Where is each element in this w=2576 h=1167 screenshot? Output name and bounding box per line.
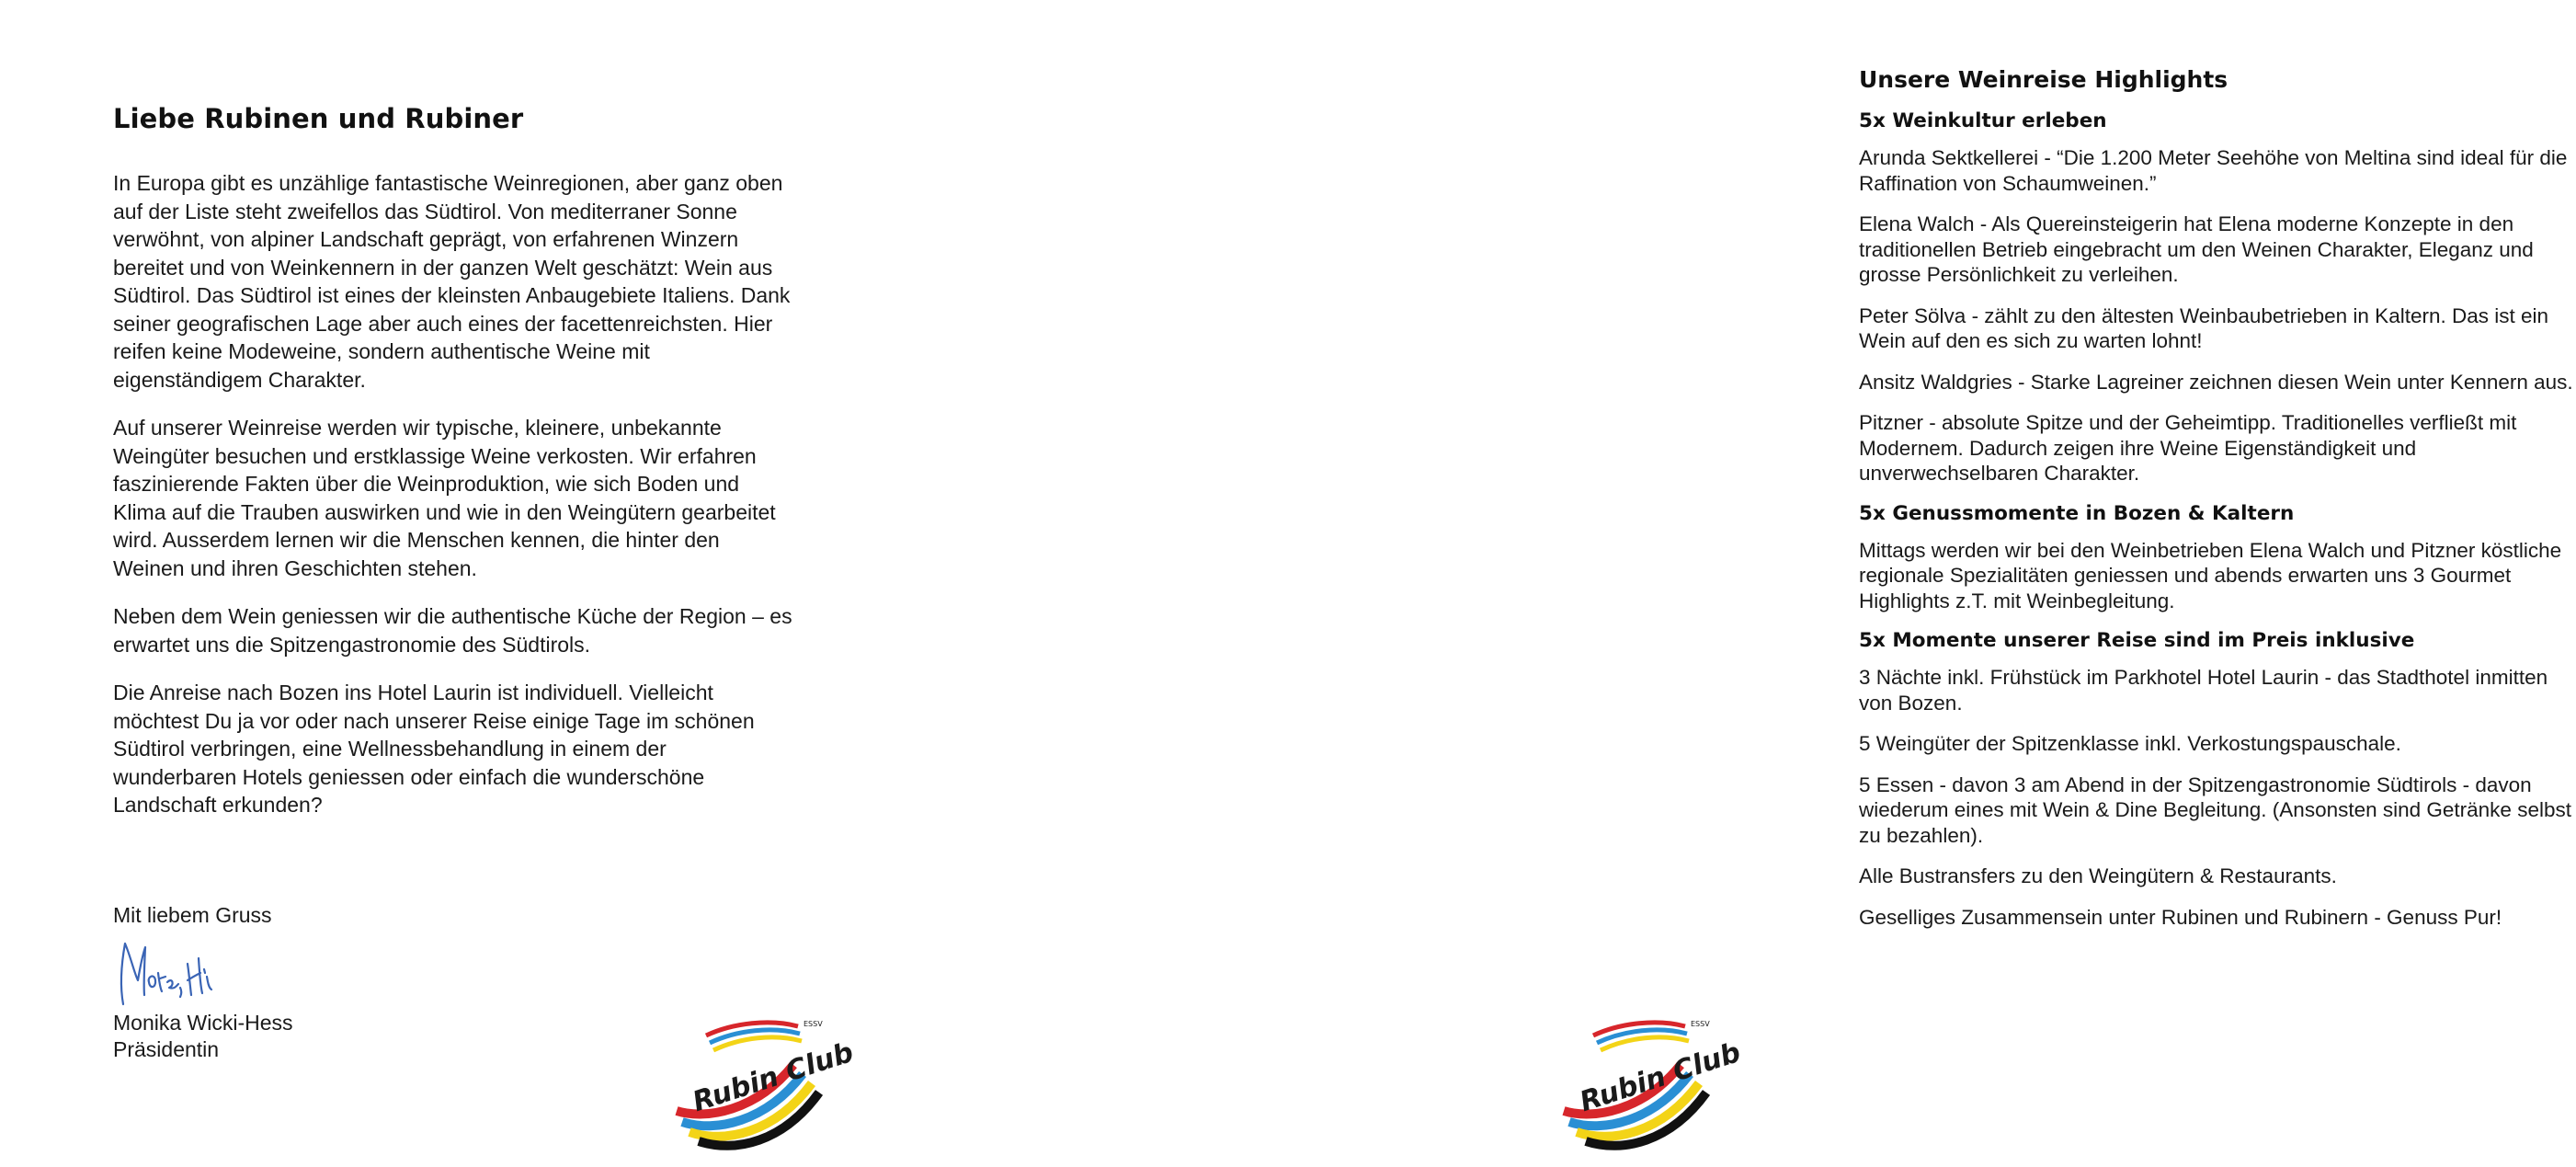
signature-name: Monika Wicki-Hess (113, 1011, 293, 1035)
section-heading: 5x Weinkultur erleben (1859, 109, 2107, 132)
highlight-item: 5 Weingüter der Spitzenklasse inkl. Verkostungspauschale. (1859, 732, 2401, 755)
section-heading: 5x Genussmomente in Bozen & Kaltern (1859, 501, 2295, 525)
signature-role: Präsidentin (113, 1037, 220, 1061)
highlight-section-genussmomente (1859, 502, 2576, 614)
highlight-section-weinkultur (1859, 109, 2576, 486)
letter-paragraph: Auf unserer Weinreise werden wir typische, kleinere, unbekannte Weingüter besuchen und erstklassige Weine verkosten. Wir erfahren faszinierende Fakten über die Weinproduktion, wie sich Boden und Klima auf die Trauben auswirken und wie in den Weingütern gearbeitet wird. Ausserdem lernen wir die Menschen kennen, die hinter den Weinen und ihren Geschichten stehen. (113, 416, 776, 580)
rubin-club-logo (1556, 1010, 1745, 1152)
highlight-item: Alle Bustransfers zu den Weingütern & Restaurants. (1859, 864, 2337, 887)
highlight-item: Elena Walch - Als Quereinsteigerin hat Elena moderne Konzepte in den traditionellen Betrieb eingebracht um den Weinen Charakter, Eleganz und grosse Persönlichkeit zu verleihen. (1859, 212, 2534, 286)
letter-paragraph: In Europa gibt es unzählige fantastische Weinregionen, aber ganz oben auf der Liste steht zweifellos das Südtirol. Von mediterraner Sonne verwöhnt, von alpiner Landschaft geprägt, von erfahrenen Winzern bereitet und von Weinkennern in der ganzen Welt geschätzt: Wein aus Südtirol. Das Südtirol ist eines der kleinsten Anbaugebiete Italiens. Dank seiner geografischen Lage aber auch eines der facettenreichsten. Hier reifen keine Modeweine, sondern authentische Weine mit eigenständigem Charakter. (113, 171, 791, 392)
letter-paragraph: Die Anreise nach Bozen ins Hotel Laurin ist individuell. Vielleicht möchtest Du ja vor oder nach unserer Reise einige Tage im schönen Südtirol verbringen, eine Wellnessbehandlung in einem der wunderbaren Hotels geniessen oder einfach die wunderschöne Landschaft erkunden? (113, 681, 755, 817)
logo-small-text: ESSV (804, 1020, 823, 1028)
letter-heading: Liebe Rubinen und Rubiner (113, 103, 524, 134)
letter-paragraph: Neben dem Wein geniessen wir die authentische Küche der Region – es erwartet uns die Spitzengastronomie des Südtirols. (113, 604, 792, 657)
highlight-item: 3 Nächte inkl. Frühstück im Parkhotel Hotel Laurin - das Stadthotel inmitten von Bozen. (1859, 666, 2548, 715)
signature-icon (116, 936, 217, 1013)
section-heading: 5x Momente unserer Reise sind im Preis inklusive (1859, 629, 2415, 652)
highlights-page (873, 0, 2573, 1167)
letter-closing: Mit liebem Gruss (113, 903, 272, 927)
highlight-item: Geselliges Zusammensein unter Rubinen und Rubinern - Genuss Pur! (1859, 905, 2502, 929)
signature-block (113, 1010, 293, 1063)
highlight-item: Mittags werden wir bei den Weinbetrieben Elena Walch und Pitzner köstliche regionale Spezialitäten geniessen und abends erwarten uns 3 Gourmet Highlights z.T. mit Weinbegleitung. (1859, 538, 2562, 612)
highlight-item: Arunda Sektkellerei - “Die 1.200 Meter Seehöhe von Meltina sind ideal für die Raffination von Schaumweinen.” (1859, 146, 2568, 195)
highlight-section-inklusive (1859, 629, 2576, 930)
highlight-item: Pitzner - absolute Spitze und der Geheimtipp. Traditionelles verfließt mit Modernem. Dadurch zeigen ihre Weine Eigenständigkeit und unverwechselbaren Charakter. (1859, 411, 2517, 485)
rubin-club-logo (669, 1010, 858, 1152)
logo-text: Rubin Club (1576, 1035, 1745, 1119)
highlight-item: Peter Sölva - zählt zu den ältesten Weinbaubetrieben in Kaltern. Das ist ein Wein auf den es sich zu warten lohnt! (1859, 303, 2549, 352)
logo-text: Rubin Club (689, 1035, 858, 1119)
highlight-item: Ansitz Waldgries - Starke Lagreiner zeichnen diesen Wein unter Kennern aus. (1859, 370, 2573, 394)
highlight-item: 5 Essen - davon 3 am Abend in der Spitzengastronomie Südtirols - davon wiederum eines mit Wein & Dine Begleitung. (Ansonsten sind Getränke selbst zu bezahlen). (1859, 772, 2571, 847)
highlights-title: Unsere Weinreise Highlights (1859, 66, 2228, 93)
highlights-body (1859, 66, 2576, 945)
letter-page (0, 0, 873, 1167)
letter-body (113, 103, 793, 840)
logo-small-text: ESSV (1691, 1020, 1710, 1028)
